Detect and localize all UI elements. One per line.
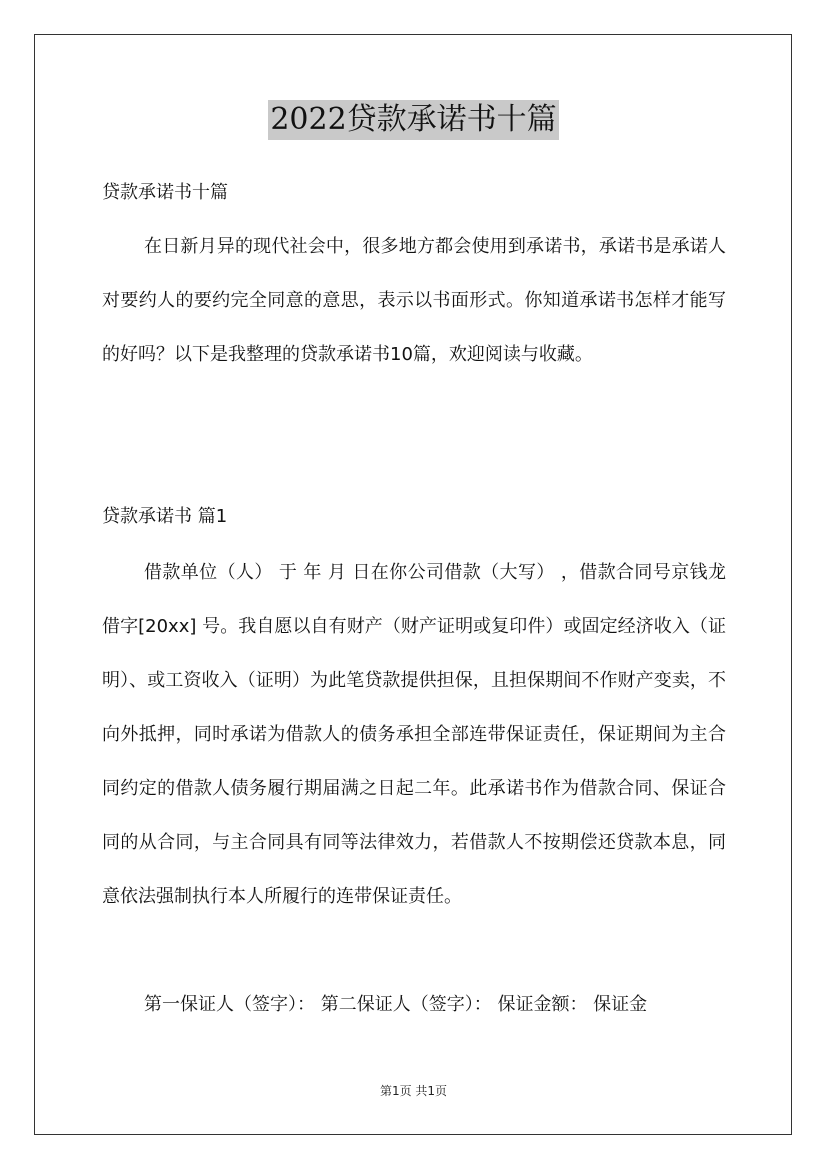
title-container	[0, 100, 827, 140]
signature-line: 第一保证人（签字）： 第二保证人（签字）： 保证金额： 保证金	[144, 994, 648, 1015]
section-heading: 贷款承诺书 篇1	[102, 506, 228, 527]
document-title: 2022贷款承诺书十篇	[268, 100, 558, 140]
intro-paragraph: 在日新月异的现代社会中，很多地方都会使用到承诺书，承诺书是承诺人对要约人的要约完全同意的意思，表示以书面形式。你知道承诺书怎样才能写的好吗？以下是我整理的贷款承诺书10篇，欢迎阅读与收藏。	[102, 236, 726, 365]
document-subtitle: 贷款承诺书十篇	[102, 182, 228, 203]
section-body-paragraph: 借款单位（人） 于 年 月 日在你公司借款（大写） ，借款合同号京钱龙借字[20xx] 号。我自愿以自有财产（财产证明或复印件）或固定经济收入（证明）、或工资收入（证明）为此笔贷款提供担保，且担保期间不作财产变卖，不向外抵押，同时承诺为借款人的债务承担全部连带保证责任，保证期间为主合同约定的借款人债务履行期届满之日起二年。此承诺书作为借款合同、保证合同的从合同，与主合同具有同等法律效力，若借款人不按期偿还贷款本息，同意依法强制执行本人所履行的连带保证责任。	[102, 562, 726, 907]
page-footer: 第1页 共1页	[379, 1084, 448, 1098]
